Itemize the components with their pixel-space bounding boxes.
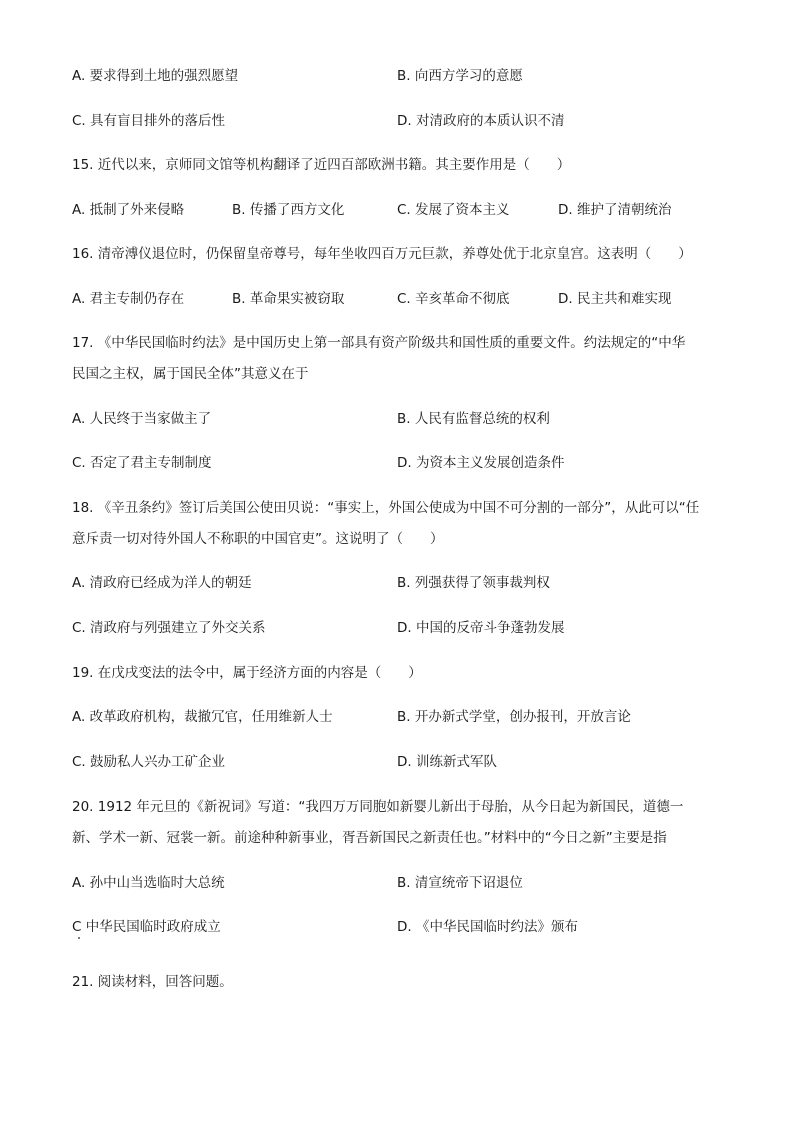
q19-option-b: B. 开办新式学堂，创办报刊，开放言论 (397, 709, 631, 725)
q15-option-d: D. 维护了清朝统治 (558, 202, 672, 218)
q20-stem-line2: 新、学术一新、冠裳一新。前途种种新事业，胥吾新国民之新责任也。”材料中的“今日之新”主要是指 (72, 830, 667, 846)
q20-stem-line1: 20. 1912 年元旦的《新祝词》写道：“我四万万同胞如新婴儿新出于母胎，从今日起为新国民，道德一 (72, 799, 684, 815)
q19-option-d: D. 训练新式军队 (397, 754, 497, 770)
q14-option-b: B. 向西方学习的意愿 (397, 68, 523, 84)
q17-option-c: C. 否定了君主专制制度 (72, 455, 212, 471)
q17-option-a: A. 人民终于当家做主了 (72, 411, 212, 427)
q18-option-a: A. 清政府已经成为洋人的朝廷 (72, 575, 252, 591)
q17-option-b: B. 人民有监督总统的权利 (397, 411, 550, 427)
q20-option-c: C 中华民国临时政府成立 (72, 919, 221, 935)
q15-stem: 15. 近代以来，京师同文馆等机构翻译了近四百部欧洲书籍。其主要作用是（ ） (72, 157, 571, 173)
scan-speck (78, 937, 80, 939)
q18-stem-line1: 18. 《辛丑条约》签订后美国公使田贝说：“事实上，外国公使成为中国不可分割的一部分”，从此可以“任 (72, 500, 700, 516)
q20-option-a: A. 孙中山当选临时大总统 (72, 875, 225, 891)
q16-option-d: D. 民主共和难实现 (558, 291, 672, 307)
q16-option-a: A. 君主专制仍存在 (72, 291, 185, 307)
q15-option-c: C. 发展了资本主义 (397, 202, 510, 218)
q18-stem-line2: 意斥责一切对待外国人不称职的中国官吏”。这说明了（ ） (72, 531, 444, 547)
q15-option-b: B. 传播了西方文化 (232, 202, 345, 218)
q16-stem: 16. 清帝溥仪退位时，仍保留皇帝尊号，每年坐收四百万元巨款，养尊处优于北京皇宫。这表明（ ） (72, 246, 692, 262)
q16-option-c: C. 辛亥革命不彻底 (397, 291, 510, 307)
q14-option-c: C. 具有盲目排外的落后性 (72, 113, 226, 129)
q18-option-c: C. 清政府与列强建立了外交关系 (72, 620, 266, 636)
q15-option-a: A. 抵制了外来侵略 (72, 202, 185, 218)
q21-stem: 21. 阅读材料，回答问题。 (72, 974, 233, 990)
q14-option-d: D. 对清政府的本质认识不清 (397, 113, 565, 129)
q17-stem-line1: 17. 《中华民国临时约法》是中国历史上第一部具有资产阶级共和国性质的重要文件。约法规定的“中华 (72, 335, 686, 351)
q18-option-b: B. 列强获得了领事裁判权 (397, 575, 550, 591)
q19-stem: 19. 在戊戌变法的法令中，属于经济方面的内容是（ ） (72, 665, 422, 681)
q17-stem-line2: 民国之主权，属于国民全体”其意义在于 (72, 366, 309, 382)
q16-option-b: B. 革命果实被窃取 (232, 291, 345, 307)
q20-option-d: D. 《中华民国临时约法》颁布 (397, 919, 578, 935)
q19-option-c: C. 鼓励私人兴办工矿企业 (72, 754, 226, 770)
q19-option-a: A. 改革政府机构，裁撤冗官，任用维新人士 (72, 709, 333, 725)
q20-option-b: B. 清宣统帝下诏退位 (397, 875, 523, 891)
q14-option-a: A. 要求得到土地的强烈愿望 (72, 68, 239, 84)
q17-option-d: D. 为资本主义发展创造条件 (397, 455, 565, 471)
q18-option-d: D. 中国的反帝斗争蓬勃发展 (397, 620, 565, 636)
